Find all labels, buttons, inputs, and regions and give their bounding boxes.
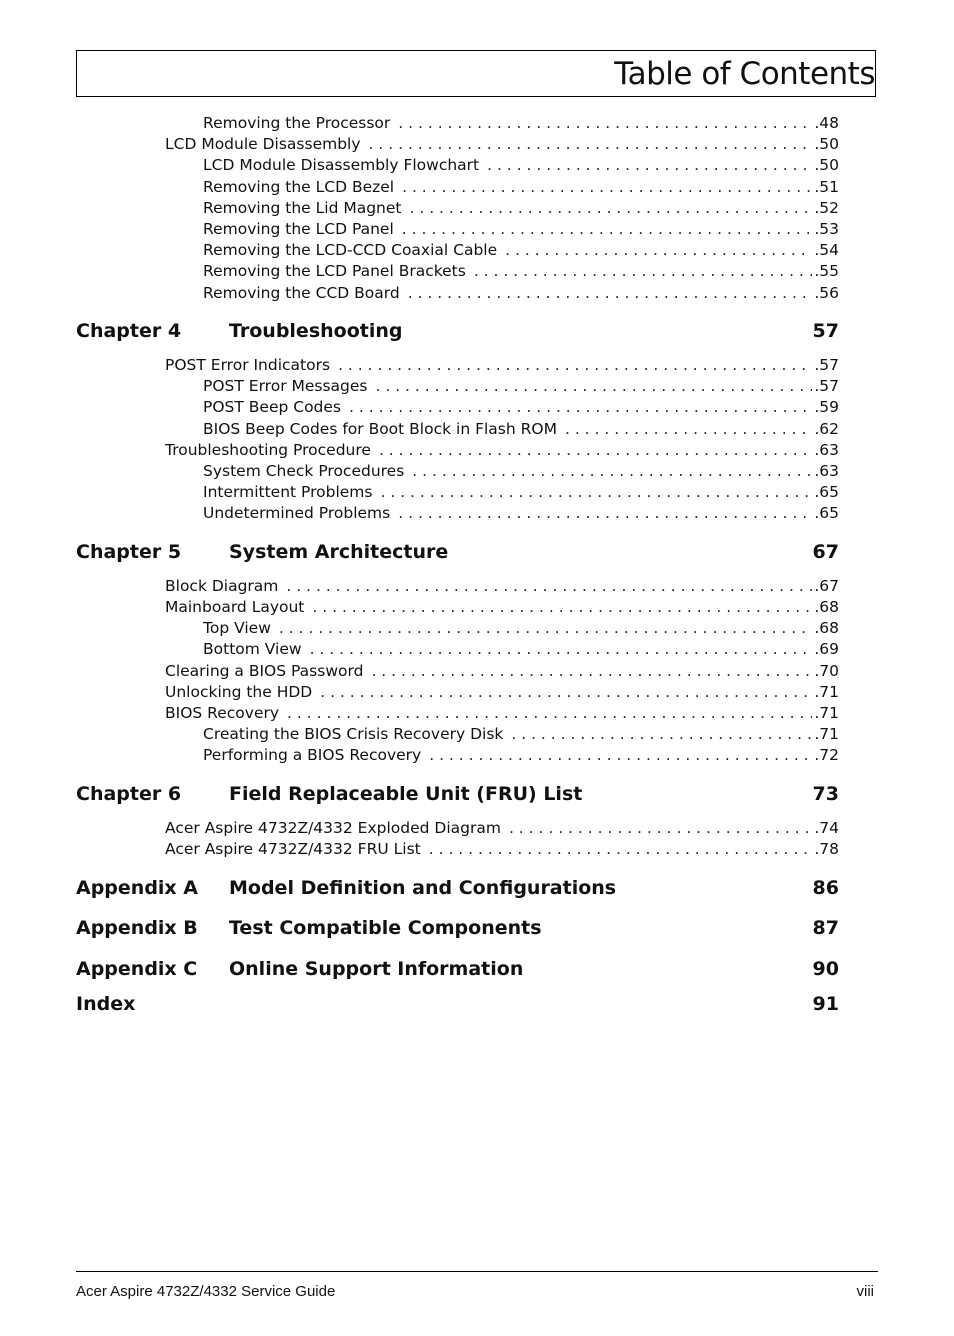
toc-entry-label: Unlocking the HDD [165,683,313,701]
leader-dots [286,576,812,597]
leader-dots [474,261,813,282]
chapter-page: 91 [812,993,839,1015]
leader-dots [376,376,813,397]
toc-entry[interactable] [203,618,839,639]
chapter-number: Index [76,993,136,1015]
toc-entry-label: Top View [203,619,271,637]
leader-dots [310,639,813,660]
leader-dots [398,113,812,134]
leader-dots [402,177,812,198]
toc-entry-page: .69 [814,640,839,658]
toc-entry[interactable] [165,839,839,860]
toc-entry-label: Removing the Processor [203,114,391,132]
chapter-title: Online Support Information [229,958,524,980]
toc-entry[interactable] [203,397,839,418]
toc-entry-page: .65 [814,504,839,522]
toc-entry-label: BIOS Beep Codes for Boot Block in Flash ROM [203,420,557,438]
toc-entry-page: .53 [814,220,839,238]
footer-divider [76,1271,878,1272]
index-heading[interactable] [76,991,839,1017]
toc-entry-label: Removing the Lid Magnet [203,199,402,217]
toc-entry-page: .59 [814,398,839,416]
toc-entry-page: .55 [814,262,839,280]
toc-entry-page: .63 [814,462,839,480]
toc-entry-page: .70 [814,662,839,680]
chapter-number: Appendix A [76,877,199,899]
toc-entry-page: .57 [814,356,839,374]
leader-dots [338,355,812,376]
toc-entry-page: .51 [814,178,839,196]
toc-entry[interactable] [165,597,839,618]
page-title-box [76,50,876,97]
toc-entry[interactable] [203,461,839,482]
chapter-title: Troubleshooting [229,320,403,342]
toc-entry[interactable] [165,355,839,376]
chapter-page: 73 [812,783,839,805]
toc-entry-label: Clearing a BIOS Password [165,662,364,680]
toc-entry[interactable] [165,703,839,724]
chapter-number: Chapter 6 [76,783,182,805]
toc-entry[interactable] [203,198,839,219]
toc-entry-page: .48 [814,114,839,132]
chapter-number: Appendix B [76,917,198,939]
toc-entry-label: POST Error Indicators [165,356,331,374]
toc-entry-page: .50 [814,135,839,153]
toc-entry-label: System Check Procedures [203,462,405,480]
toc-entry[interactable] [165,818,839,839]
chapter-number: Appendix C [76,958,198,980]
toc-entry[interactable] [203,177,839,198]
toc-entry-label: Mainboard Layout [165,598,305,616]
toc-entry-label: Acer Aspire 4732Z/4332 FRU List [165,840,421,858]
leader-dots [287,703,812,724]
toc-entry[interactable] [165,682,839,703]
leader-dots [371,661,812,682]
leader-dots [429,745,812,766]
toc-entry[interactable] [203,376,839,397]
chapter-title: Test Compatible Components [229,917,542,939]
toc-entry[interactable] [165,576,839,597]
toc-entry[interactable] [203,155,839,176]
chapter-page: 87 [812,917,839,939]
toc-entry-label: Removing the LCD Panel Brackets [203,262,466,280]
toc-entry[interactable] [203,482,839,503]
leader-dots [402,219,813,240]
chapter-heading-6[interactable] [76,781,839,807]
toc-entry-label: Removing the LCD Bezel [203,178,395,196]
toc-entry-label: Acer Aspire 4732Z/4332 Exploded Diagram [165,819,501,837]
leader-dots [505,240,812,261]
appendix-heading-c[interactable] [76,956,839,982]
footer-guide-title: Acer Aspire 4732Z/4332 Service Guide [76,1283,336,1300]
toc-entry-label: Removing the CCD Board [203,284,400,302]
toc-entry[interactable] [203,503,839,524]
leader-dots [380,482,812,503]
leader-dots [312,597,812,618]
chapter-page: 86 [812,877,839,899]
appendix-heading-a[interactable] [76,875,839,901]
toc-entry[interactable] [203,261,839,282]
leader-dots [565,419,812,440]
chapter-page: 67 [812,541,839,563]
appendix-heading-b[interactable] [76,915,839,941]
toc-entry-label: BIOS Recovery [165,704,280,722]
leader-dots [487,155,812,176]
toc-entry[interactable] [165,440,839,461]
toc-entry-page: .71 [814,725,839,743]
leader-dots [379,440,812,461]
toc-entry-label: Block Diagram [165,577,279,595]
toc-entry-page: .67 [814,577,839,595]
page-title: Table of Contents [614,56,875,92]
toc-entry-page: .50 [814,156,839,174]
chapter-title: System Architecture [229,541,449,563]
toc-entry-label: Performing a BIOS Recovery [203,746,422,764]
leader-dots [511,724,812,745]
leader-dots [398,503,812,524]
toc-entry[interactable] [165,661,839,682]
toc-entry[interactable] [203,745,839,766]
toc-entry-label: POST Beep Codes [203,398,342,416]
chapter-title: Model Definition and Configurations [229,877,617,899]
toc-entry-label: Creating the BIOS Crisis Recovery Disk [203,725,504,743]
toc-entry-page: .57 [814,377,839,395]
toc-entry-page: .63 [814,441,839,459]
toc-entry-page: .71 [814,704,839,722]
toc-entry[interactable] [203,219,839,240]
footer-page-number: viii [856,1283,874,1300]
toc-entry[interactable] [203,724,839,745]
toc-entry-label: Removing the LCD-CCD Coaxial Cable [203,241,498,259]
toc-entry-page: .72 [814,746,839,764]
toc-entry-label: Undetermined Problems [203,504,391,522]
chapter-title: Field Replaceable Unit (FRU) List [229,783,583,805]
toc-entry-page: .52 [814,199,839,217]
toc-entry-page: .78 [814,840,839,858]
leader-dots [408,283,813,304]
chapter-number: Chapter 5 [76,541,182,563]
toc-entry[interactable] [203,283,839,304]
chapter-heading-4[interactable] [76,318,839,344]
leader-dots [349,397,812,418]
leader-dots [369,134,813,155]
toc-entry-label: LCD Module Disassembly Flowchart [203,156,480,174]
toc-entry[interactable] [165,134,839,155]
chapter-page: 57 [812,320,839,342]
chapter-number: Chapter 4 [76,320,182,342]
chapter-heading-5[interactable] [76,539,839,565]
toc-entry-label: Removing the LCD Panel [203,220,394,238]
toc-entry-page: .71 [814,683,839,701]
toc-entry[interactable] [203,419,839,440]
toc-entry-page: .56 [814,284,839,302]
toc-entry-page: .68 [814,619,839,637]
toc-entry-page: .54 [814,241,839,259]
leader-dots [509,818,812,839]
toc-entry-label: Bottom View [203,640,302,658]
toc-entry-label: POST Error Messages [203,377,368,395]
toc-entry-page: .62 [814,420,839,438]
toc-entry-label: LCD Module Disassembly [165,135,361,153]
leader-dots [320,682,812,703]
toc-entry-label: Troubleshooting Procedure [165,441,371,459]
leader-dots [412,461,812,482]
toc-entry-page: .74 [814,819,839,837]
chapter-page: 90 [812,958,839,980]
toc-entry-label: Intermittent Problems [203,483,373,501]
toc-entry[interactable] [203,113,839,134]
leader-dots [429,839,813,860]
toc-entry-page: .65 [814,483,839,501]
toc-entry-page: .68 [814,598,839,616]
leader-dots [409,198,812,219]
leader-dots [279,618,812,639]
toc-entry[interactable] [203,240,839,261]
toc-entry[interactable] [203,639,839,660]
